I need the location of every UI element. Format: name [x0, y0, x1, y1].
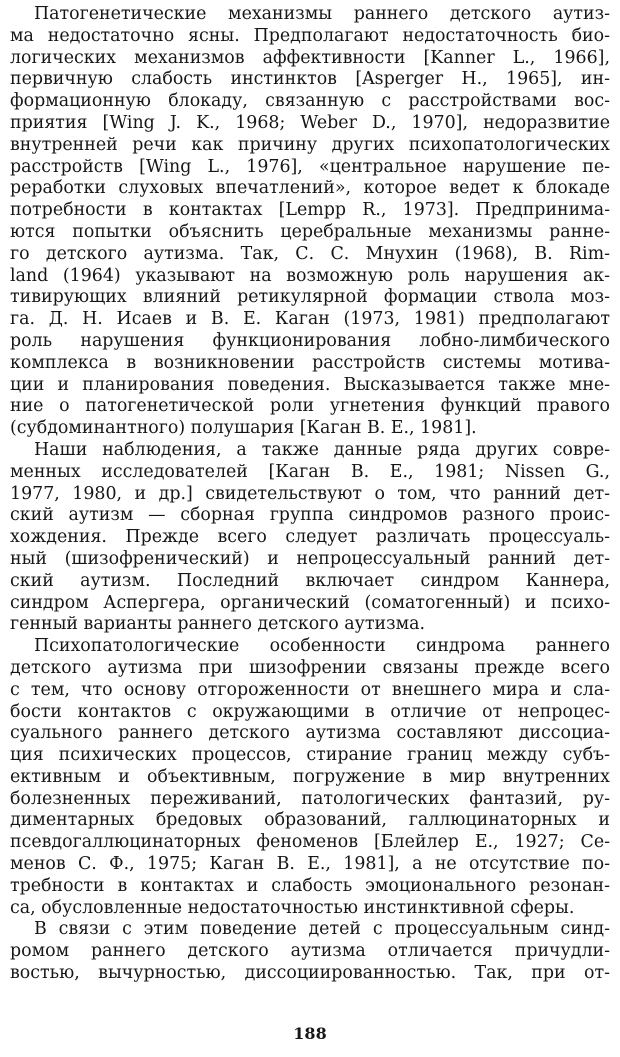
text-line: роль нарушения функционирования лобно-лимбического [10, 330, 610, 351]
text-line: В связи с этим поведение детей с процессуальным синд- [34, 919, 610, 940]
text-line: менных исследователей [Каган В. Е., 1981; Nissen G., [10, 461, 610, 482]
text-line: ективным и объективным, погружение в мир внутренних [10, 766, 610, 787]
text-line: ция психических процессов, стирание границ между субъ- [10, 745, 610, 766]
text-line: формационную блокаду, связанную с расстройствами вос- [10, 91, 610, 112]
text-line: Патогенетические механизмы раннего детского аутиз- [34, 4, 610, 24]
text-line: диментарных бредовых образований, галлюцинаторных и [10, 810, 610, 831]
text-line: внутренней речи как причину других психопатологических [10, 134, 610, 155]
text-line: ский аутизм — сборная группа синдромов разного проис- [10, 505, 610, 526]
text-line: га. Д. Н. Исаев и В. Е. Каган (1973, 1981) предполагают [10, 309, 610, 330]
text-line: ромом раннего детского аутизма отличается причудли- [10, 941, 610, 962]
body-text [10, 4, 610, 985]
text-line: ние о патогенетической роли угнетения функций правого [10, 396, 610, 417]
paragraph [10, 636, 610, 919]
text-line: ются попытки объяснить церебральные механизмы ранне- [10, 221, 610, 242]
text-line: требности в контактах и слабость эмоционального резонан- [10, 875, 610, 896]
text-line: тивирующих влияний ретикулярной формации ствола моз- [10, 287, 610, 308]
text-line: приятия [Wing J. K., 1968; Weber D., 1970], недоразвитие [10, 112, 610, 133]
paragraph [10, 919, 610, 984]
text-line: го детского аутизма. Так, С. С. Мнухин (1968), B. Rim- [10, 243, 610, 264]
text-line: хождения. Прежде всего следует различать процессуаль- [10, 527, 610, 548]
text-line: 1977, 1980, и др.] свидетельствуют о том, что ранний дет- [10, 483, 610, 504]
text-line: са, обусловленные недостаточностью инстинктивной сферы. [10, 897, 575, 918]
text-line: менов С. Ф., 1975; Каган В. Е., 1981], а не отсутствие по- [10, 854, 610, 875]
text-line: комплекса в возникновении расстройств системы мотива- [10, 352, 610, 373]
text-line: реработки слуховых впечатлений», которое ведет к блокаде [10, 178, 610, 199]
paragraph [10, 4, 610, 440]
text-line: ский аутизм. Последний включает синдром Каннера, [10, 570, 610, 591]
page-number: 188 [293, 1024, 327, 1043]
text-line: (субдоминантного) полушария [Каган В. Е., 1981]. [10, 418, 477, 439]
text-line: потребности в контактах [Lempp R., 1973]. Предпринима- [10, 200, 610, 221]
text-line: генный варианты раннего детского аутизма. [10, 614, 425, 635]
text-line: псевдогаллюцинаторных феноменов [Блейлер Е., 1927; Се- [10, 832, 610, 853]
text-line: Наши наблюдения, а также данные ряда других совре- [34, 439, 610, 460]
text-line: востью, вычурностью, диссоциированностью. Так, при от- [10, 963, 610, 984]
text-line: бости контактов с окружающими в отличие от непроцес- [10, 701, 610, 722]
text-line: суального раннего детского аутизма составляют диссоциа- [10, 723, 610, 744]
text-line: ции и планирования поведения. Высказывается также мне- [10, 374, 610, 395]
paragraph [10, 440, 610, 636]
text-line: land (1964) указывают на возможную роль нарушения ак- [10, 265, 610, 286]
text-line: синдром Аспергера, органический (соматогенный) и психо- [10, 592, 610, 613]
text-line: ный (шизофренический) и непроцессуальный ранний дет- [10, 548, 610, 569]
text-line: болезненных переживаний, патологических фантазий, ру- [10, 788, 610, 809]
text-line: детского аутизма при шизофрении связаны прежде всего [10, 657, 610, 678]
text-line: Психопатологические особенности синдрома раннего [34, 636, 610, 657]
text-line: расстройств [Wing L., 1976], «центральное нарушение пе- [10, 156, 610, 177]
text-line: с тем, что основу отгороженности от внешнего мира и сла- [10, 679, 610, 700]
text-line: первичную слабость инстинктов [Asperger H., 1965], ин- [10, 69, 610, 90]
text-line: логических механизмов аффективности [Kanner L., 1966], [10, 47, 610, 68]
text-line: ма недостаточно ясны. Предполагают недостаточность био- [10, 25, 610, 46]
